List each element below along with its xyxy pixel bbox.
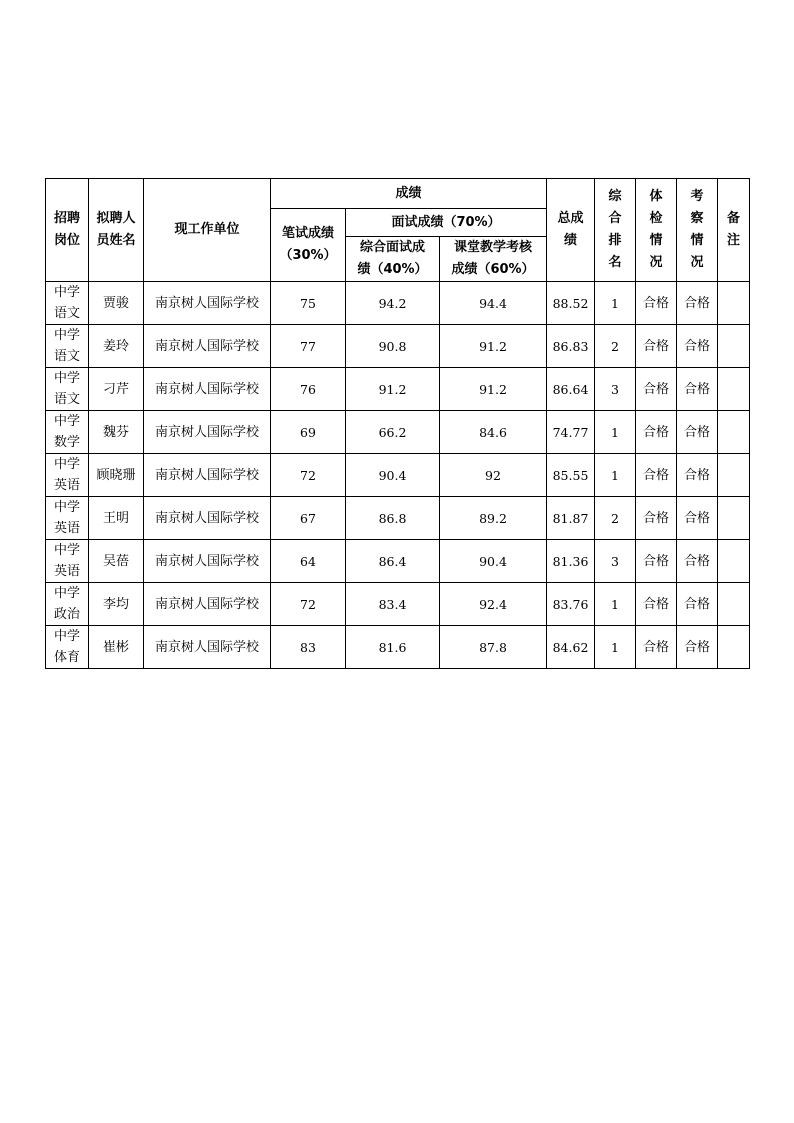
cell-remark: [718, 368, 750, 411]
table-row: [46, 325, 750, 368]
cell-post: 中学英语: [46, 454, 89, 497]
cell-name: 吴蓓: [89, 540, 144, 583]
cell-total: 81.87: [547, 497, 595, 540]
score-table: [45, 178, 750, 669]
cell-review: 合格: [677, 583, 718, 626]
cell-rank: 1: [595, 454, 636, 497]
cell-total: 85.55: [547, 454, 595, 497]
cell-written: 72: [271, 454, 346, 497]
cell-unit: 南京树人国际学校: [144, 368, 271, 411]
cell-teaching: 92.4: [440, 583, 547, 626]
header-remark: 备注: [718, 179, 750, 282]
cell-rank: 1: [595, 411, 636, 454]
header-rank: 综合排名: [595, 179, 636, 282]
cell-written: 75: [271, 282, 346, 325]
cell-rank: 1: [595, 282, 636, 325]
header-total: 总成绩: [547, 179, 595, 282]
header-review: 考察情况: [677, 179, 718, 282]
cell-review: 合格: [677, 626, 718, 669]
header-post: 招聘岗位: [46, 179, 89, 282]
cell-unit: 南京树人国际学校: [144, 540, 271, 583]
cell-interview: 86.4: [346, 540, 440, 583]
cell-review: 合格: [677, 282, 718, 325]
cell-written: 72: [271, 583, 346, 626]
cell-post: 中学数学: [46, 411, 89, 454]
cell-physical: 合格: [636, 583, 677, 626]
cell-teaching: 89.2: [440, 497, 547, 540]
cell-name: 刁芹: [89, 368, 144, 411]
cell-interview: 94.2: [346, 282, 440, 325]
cell-remark: [718, 497, 750, 540]
cell-written: 77: [271, 325, 346, 368]
cell-post: 中学英语: [46, 540, 89, 583]
cell-unit: 南京树人国际学校: [144, 497, 271, 540]
header-unit: 现工作单位: [144, 179, 271, 282]
cell-total: 88.52: [547, 282, 595, 325]
header-teaching: 课堂教学考核成绩（60%）: [440, 237, 547, 282]
header-score-group: 成绩: [271, 179, 547, 209]
cell-interview: 81.6: [346, 626, 440, 669]
cell-interview: 91.2: [346, 368, 440, 411]
header-interview-group: 面试成绩（70%）: [346, 209, 547, 237]
cell-name: 顾晓珊: [89, 454, 144, 497]
cell-name: 王明: [89, 497, 144, 540]
cell-review: 合格: [677, 368, 718, 411]
cell-teaching: 84.6: [440, 411, 547, 454]
cell-remark: [718, 325, 750, 368]
table-row: [46, 540, 750, 583]
table-row: [46, 626, 750, 669]
table-row: [46, 282, 750, 325]
header-written: 笔试成绩（30%）: [271, 209, 346, 282]
cell-post: 中学体育: [46, 626, 89, 669]
cell-total: 86.64: [547, 368, 595, 411]
header-name: 拟聘人员姓名: [89, 179, 144, 282]
cell-interview: 83.4: [346, 583, 440, 626]
cell-unit: 南京树人国际学校: [144, 626, 271, 669]
cell-rank: 1: [595, 626, 636, 669]
table-row: [46, 497, 750, 540]
header-interview-general: 综合面试成绩（40%）: [346, 237, 440, 282]
cell-post: 中学语文: [46, 368, 89, 411]
cell-total: 74.77: [547, 411, 595, 454]
cell-interview: 90.8: [346, 325, 440, 368]
cell-written: 76: [271, 368, 346, 411]
cell-rank: 1: [595, 583, 636, 626]
table-row: [46, 368, 750, 411]
cell-remark: [718, 583, 750, 626]
cell-teaching: 91.2: [440, 368, 547, 411]
cell-written: 64: [271, 540, 346, 583]
cell-teaching: 87.8: [440, 626, 547, 669]
cell-written: 67: [271, 497, 346, 540]
cell-total: 86.83: [547, 325, 595, 368]
cell-review: 合格: [677, 540, 718, 583]
cell-rank: 2: [595, 497, 636, 540]
cell-post: 中学政治: [46, 583, 89, 626]
cell-physical: 合格: [636, 626, 677, 669]
cell-physical: 合格: [636, 411, 677, 454]
cell-teaching: 94.4: [440, 282, 547, 325]
cell-written: 69: [271, 411, 346, 454]
cell-total: 83.76: [547, 583, 595, 626]
cell-name: 姜玲: [89, 325, 144, 368]
header-physical: 体检情况: [636, 179, 677, 282]
cell-remark: [718, 540, 750, 583]
cell-post: 中学英语: [46, 497, 89, 540]
cell-rank: 2: [595, 325, 636, 368]
cell-remark: [718, 411, 750, 454]
cell-name: 魏芬: [89, 411, 144, 454]
cell-post: 中学语文: [46, 282, 89, 325]
cell-teaching: 91.2: [440, 325, 547, 368]
cell-total: 81.36: [547, 540, 595, 583]
cell-review: 合格: [677, 325, 718, 368]
cell-name: 李均: [89, 583, 144, 626]
cell-unit: 南京树人国际学校: [144, 583, 271, 626]
table-row: [46, 583, 750, 626]
cell-interview: 66.2: [346, 411, 440, 454]
cell-interview: 90.4: [346, 454, 440, 497]
cell-rank: 3: [595, 368, 636, 411]
cell-remark: [718, 454, 750, 497]
cell-name: 贾骏: [89, 282, 144, 325]
cell-physical: 合格: [636, 454, 677, 497]
cell-remark: [718, 282, 750, 325]
table-row: [46, 411, 750, 454]
cell-name: 崔彬: [89, 626, 144, 669]
cell-review: 合格: [677, 411, 718, 454]
cell-interview: 86.8: [346, 497, 440, 540]
table-row: [46, 454, 750, 497]
cell-written: 83: [271, 626, 346, 669]
cell-unit: 南京树人国际学校: [144, 411, 271, 454]
cell-unit: 南京树人国际学校: [144, 454, 271, 497]
cell-review: 合格: [677, 454, 718, 497]
cell-remark: [718, 626, 750, 669]
cell-teaching: 90.4: [440, 540, 547, 583]
cell-total: 84.62: [547, 626, 595, 669]
cell-unit: 南京树人国际学校: [144, 325, 271, 368]
cell-rank: 3: [595, 540, 636, 583]
cell-teaching: 92: [440, 454, 547, 497]
cell-physical: 合格: [636, 368, 677, 411]
cell-unit: 南京树人国际学校: [144, 282, 271, 325]
cell-physical: 合格: [636, 540, 677, 583]
cell-post: 中学语文: [46, 325, 89, 368]
cell-physical: 合格: [636, 282, 677, 325]
cell-physical: 合格: [636, 325, 677, 368]
cell-physical: 合格: [636, 497, 677, 540]
cell-review: 合格: [677, 497, 718, 540]
